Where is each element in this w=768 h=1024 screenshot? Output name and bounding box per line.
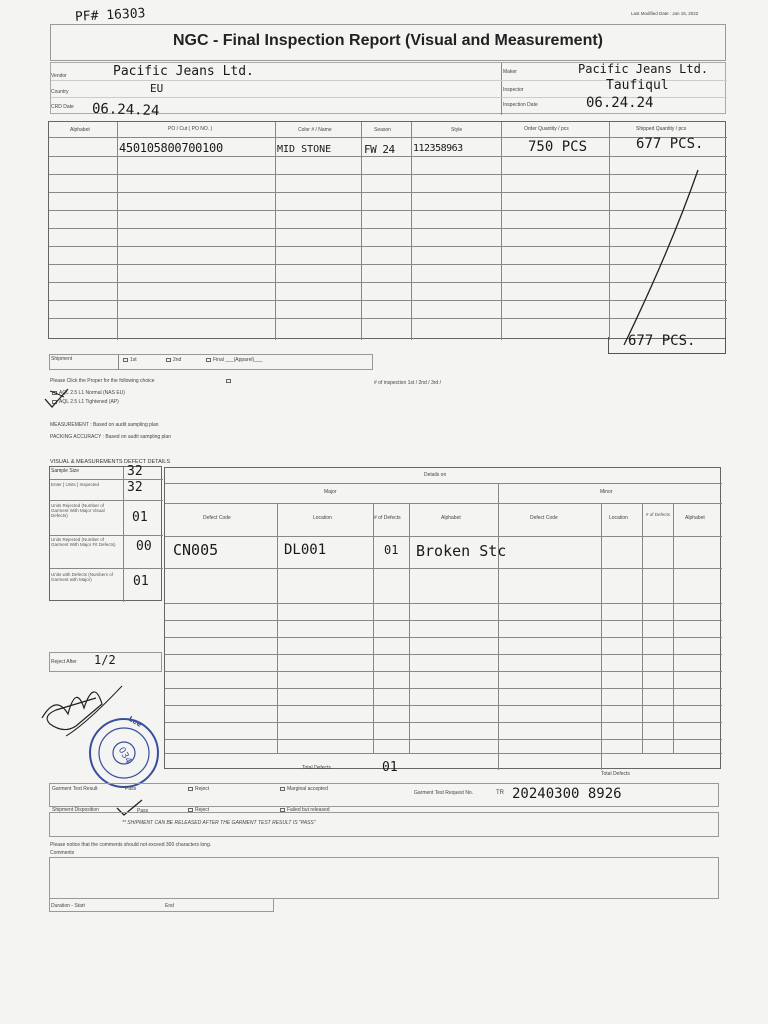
inspection-date-value: 06.24.24 xyxy=(586,95,654,111)
checkbox-icon xyxy=(226,379,231,383)
svg-text:034: 034 xyxy=(115,745,134,766)
col-season: Season xyxy=(374,127,391,133)
disposition-reject[interactable]: Reject xyxy=(188,807,209,813)
po-value: 450105800700100 xyxy=(119,141,223,155)
duration-start-label: Duration - Start xyxy=(51,903,85,909)
order-qty-value: 750 PCS xyxy=(528,139,588,155)
vendor-value: Pacific Jeans Ltd. xyxy=(113,64,254,79)
inspection-number: # of inspection 1st / 2nd / 3rd / xyxy=(374,380,441,386)
units-inspected-label: Enter [ Units ] Inspected xyxy=(51,482,100,487)
duration-end-label: End xyxy=(165,903,174,909)
rejected-fit-value: 00 xyxy=(136,539,152,554)
sample-size-value: 32 xyxy=(127,464,143,479)
comments-notice: Please notice that the comments should not exceed 300 characters long. xyxy=(50,842,212,848)
shipment-opt-2nd[interactable]: 2nd xyxy=(166,357,181,363)
garment-test-pass[interactable]: Pass xyxy=(125,786,137,792)
packing-note: PACKING ACCURACY : Based on audit sampling plan xyxy=(50,434,171,440)
col-po: PO / Cut ( PO NO. ) xyxy=(168,126,213,132)
garment-test-request-value: 20240300 8926 xyxy=(512,786,622,802)
maker-label: Maker xyxy=(503,69,517,75)
col-order-qty: Order Quantity / pcs xyxy=(524,126,569,132)
inspector-value: Taufiqul xyxy=(606,78,669,93)
garment-test-row xyxy=(49,783,719,807)
choice-prompt: Please Click the Proper for the following choice xyxy=(50,378,155,384)
defect-code-value: CN005 xyxy=(173,541,219,559)
shipment-label: Shipment xyxy=(51,356,73,362)
checkbox-icon xyxy=(166,358,171,362)
svg-text:Lee: Lee xyxy=(127,714,144,729)
crd-date-value: 06.24.24 xyxy=(91,100,160,120)
minor-header: Minor xyxy=(600,489,613,495)
handwritten-checkmark xyxy=(42,385,72,413)
checkbox-icon xyxy=(206,358,211,362)
minor-col-location: Location xyxy=(609,515,628,521)
disposition-pass[interactable]: Pass xyxy=(137,808,149,814)
choice-checkbox[interactable] xyxy=(226,378,233,384)
season-value: FW 24 xyxy=(364,143,395,156)
aql-tightened-option[interactable]: AQL 2.5 L1 Tightened (AP) xyxy=(52,399,119,405)
comments-label: Comments xyxy=(50,850,75,856)
title-box xyxy=(50,24,726,61)
garment-test-reject[interactable]: Reject xyxy=(188,786,209,792)
garment-test-request-prefix: TR xyxy=(496,790,504,796)
sample-size-label: Sample Size xyxy=(51,468,80,474)
total-defects-label: Total Defects xyxy=(302,765,331,771)
total-defects-minor-label: Total Defects xyxy=(601,771,630,777)
handwritten-reference: PF# 16303 xyxy=(74,6,146,25)
major-header: Major xyxy=(324,489,337,495)
disposition-label: Shipment Disposition xyxy=(52,807,99,813)
col-shipped-qty: Shipped Quantity / pcs xyxy=(636,126,687,132)
garment-test-request-label: Garment Test Request No. xyxy=(414,790,474,796)
inspector-label: Inspector xyxy=(503,87,524,93)
disposition-failed-released[interactable]: Failed but released xyxy=(280,807,330,813)
reject-after-label: Reject After xyxy=(51,659,77,665)
units-defects-label: Units with Defects (Numbers of Garment with Major) xyxy=(51,572,114,583)
shipped-qty-value: 677 PCS. xyxy=(636,136,704,152)
country-label: Country xyxy=(51,89,69,95)
comments-input[interactable] xyxy=(49,857,719,899)
shipment-opt-1st[interactable]: 1st xyxy=(123,357,137,363)
aql-normal-option[interactable]: AQL 2.5 L1 Normal (NAS EU) xyxy=(52,390,125,396)
major-col-alphabet: Alphabet xyxy=(441,515,461,521)
major-col-defect-code: Defect Code xyxy=(203,515,231,521)
col-color: Color # / Name xyxy=(298,127,332,133)
shipment-opt-final[interactable]: Final ___(Apparel)___ xyxy=(206,357,262,363)
details-on-header: Details on xyxy=(424,472,447,478)
minor-col-alphabet: Alphabet xyxy=(685,515,705,521)
minor-col-num-defects: # of Defects xyxy=(645,512,670,517)
maker-value: Pacific Jeans Ltd. xyxy=(578,62,709,76)
cancel-strike-line xyxy=(610,160,730,360)
major-col-location: Location xyxy=(313,515,332,521)
total-defects-value: 01 xyxy=(382,760,398,775)
country-value: EU xyxy=(150,82,164,95)
color-value: MID STONE xyxy=(277,144,332,155)
major-col-num-defects: # of Defects xyxy=(374,515,401,521)
defect-location-value: DL001 xyxy=(284,542,327,558)
rejected-fit-label: Units Rejected (Number of Garment With Major Fit Defects) xyxy=(51,537,116,548)
col-alphabet: Alphabet xyxy=(70,127,90,133)
units-inspected-value: 32 xyxy=(127,480,143,495)
defect-num-value: 01 xyxy=(384,543,399,557)
signature-and-stamp xyxy=(36,674,166,794)
minor-col-defect-code: Defect Code xyxy=(530,515,558,521)
last-modified-date: Last Modified Date : Jan 15, 2022 xyxy=(631,11,699,16)
measurement-note: MEASUREMENT : Based on audit sampling plan xyxy=(50,422,159,428)
rejected-visual-value: 01 xyxy=(132,510,148,525)
vendor-label: Vendor xyxy=(51,73,67,79)
units-defects-value: 01 xyxy=(133,574,149,589)
garment-test-marginal[interactable]: Marginal accepted xyxy=(280,786,328,792)
inspection-date-label: Inspection Date xyxy=(503,102,538,108)
defects-detail-table xyxy=(164,467,721,769)
reject-after-box xyxy=(49,652,162,672)
defects-section-title: VISUAL & MEASUREMENTS DEFECT DETAILS xyxy=(50,459,171,465)
garment-test-label: Garment Test Result xyxy=(52,786,98,792)
total-shipped-value: 677 PCS. xyxy=(628,333,696,349)
crd-date-label: CRD Date xyxy=(51,104,74,110)
style-value: 112358963 xyxy=(413,143,463,154)
page-title: NGC - Final Inspection Report (Visual and Measurement) xyxy=(173,32,603,49)
checkbox-icon xyxy=(123,358,128,362)
col-style: Style xyxy=(451,127,463,133)
reject-after-value: 1/2 xyxy=(94,653,116,667)
defect-alphabet-value: Broken Stc xyxy=(416,542,507,560)
release-note: ** SHIPMENT CAN BE RELEASED AFTER THE GARMENT TEST RESULT IS "PASS" xyxy=(122,820,316,826)
rejected-visual-label: Units Rejected (Number of Garment With Major Visual Defects) xyxy=(51,503,105,519)
